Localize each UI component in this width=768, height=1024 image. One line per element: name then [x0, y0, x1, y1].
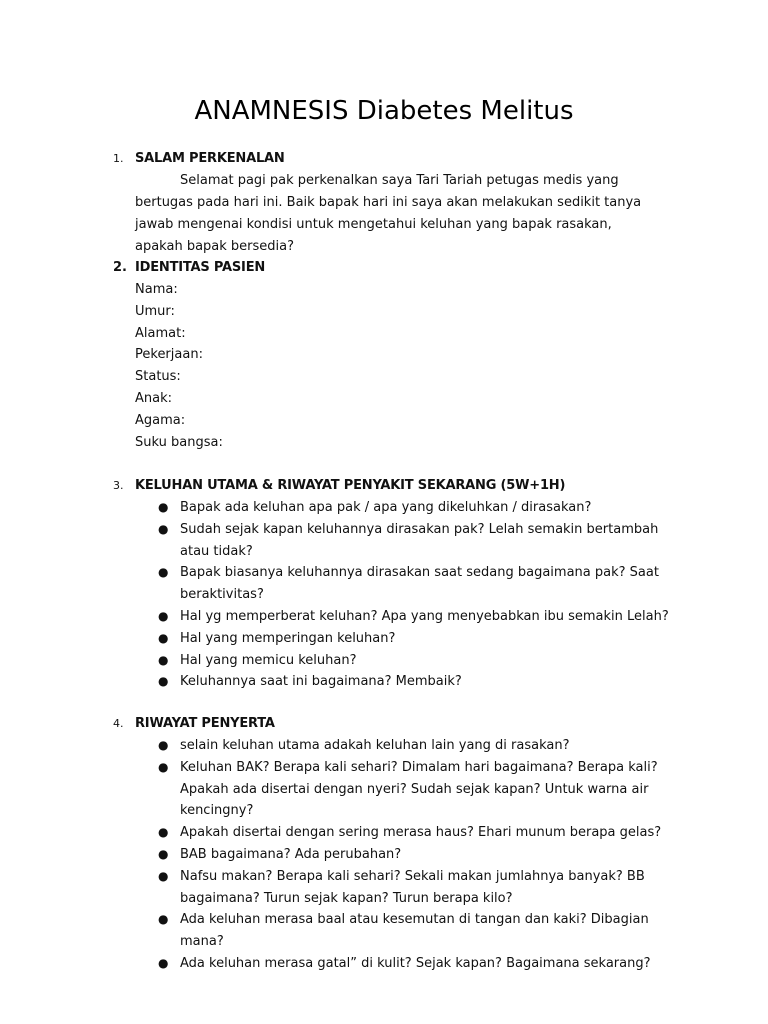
- document-title: ANAMNESIS Diabetes Melitus: [194, 96, 574, 126]
- list-item: [0, 671, 685, 693]
- question-text: selain keluhan utama adakah keluhan lain yang di rasakan?: [180, 738, 570, 753]
- list-item: [0, 757, 685, 822]
- list-item: [0, 628, 685, 650]
- bullet-dot-icon: ●: [158, 738, 169, 752]
- bullet-dot-icon: ●: [158, 652, 169, 667]
- greeting-paragraph: [135, 170, 655, 258]
- identity-field: Nama:: [135, 282, 178, 297]
- question-text: Bapak biasanya keluhannya dirasakan saat sedang bagaimana pak? Saat beraktivitas?: [180, 565, 659, 603]
- bullet-dot-icon: ●: [158, 500, 169, 514]
- question-text: Keluhannya saat ini bagaimana? Membaik?: [180, 674, 462, 690]
- bullet-dot-icon: ●: [158, 521, 169, 536]
- bullet-dot-icon: ●: [158, 759, 169, 774]
- list-item: [0, 519, 685, 563]
- bullet-dot-icon: ●: [158, 912, 169, 927]
- bullet-dot-icon: ●: [158, 825, 169, 840]
- section-heading: RIWAYAT PENYERTA: [135, 716, 275, 731]
- section-heading: KELUHAN UTAMA & RIWAYAT PENYAKIT SEKARANG (5W+1H): [135, 478, 566, 493]
- list-item: [0, 844, 685, 866]
- section-number: 3.: [113, 479, 124, 492]
- question-text: Ada keluhan merasa gatal” di kulit? Sejak kapan? Bagaimana sekarang?: [180, 955, 651, 971]
- bullet-dot-icon: ●: [158, 868, 169, 883]
- identity-field: Suku bangsa:: [135, 434, 223, 450]
- bullet-dot-icon: ●: [158, 565, 169, 580]
- list-item: [0, 909, 685, 953]
- bullet-dot-icon: ●: [158, 846, 169, 861]
- bullet-dot-icon: ●: [158, 955, 169, 970]
- bullet-dot-icon: ●: [158, 630, 169, 645]
- identity-field: Alamat:: [135, 325, 186, 341]
- identity-field: Anak:: [135, 390, 173, 406]
- list-item: [0, 822, 685, 844]
- question-text: Sudah sejak kapan keluhannya dirasakan pak? Lelah semakin bertambah atau tidak?: [180, 521, 659, 559]
- question-text: Hal yang memperingan keluhan?: [180, 630, 396, 646]
- list-item: [0, 735, 685, 757]
- identity-field: Status:: [135, 369, 181, 385]
- question-text: Keluhan BAK? Berapa kali sehari? Dimalam hari bagaimana? Berapa kali? Apakah ada disertai dengan nyeri? Sudah sejak kapan? Untuk warna air kencingny?: [180, 759, 658, 819]
- question-text: Hal yang memicu keluhan?: [180, 652, 357, 668]
- question-text: Ada keluhan merasa baal atau kesemutan di tangan dan kaki? Dibagian mana?: [180, 912, 649, 950]
- identity-field: Pekerjaan:: [135, 347, 203, 363]
- section-heading: SALAM PERKENALAN: [135, 151, 285, 166]
- question-text: BAB bagaimana? Ada perubahan?: [180, 846, 402, 862]
- question-text: Bapak ada keluhan apa pak / apa yang dikeluhkan / dirasakan?: [180, 500, 592, 515]
- question-text: Apakah disertai dengan sering merasa haus? Ehari munum berapa gelas?: [180, 825, 662, 841]
- section-number: 2.: [113, 260, 127, 275]
- list-item: [0, 650, 685, 672]
- identity-field: Umur:: [135, 303, 175, 319]
- bullet-dot-icon: ●: [158, 674, 169, 689]
- list-item: [0, 606, 685, 628]
- identity-field: Agama:: [135, 412, 186, 428]
- question-list: [0, 735, 768, 975]
- question-text: Nafsu makan? Berapa kali sehari? Sekali makan jumlahnya banyak? BB bagaimana? Turun sejak kapan? Turun berapa kilo?: [180, 868, 645, 906]
- question-list: [0, 497, 768, 693]
- section-heading: IDENTITAS PASIEN: [135, 260, 266, 275]
- list-item: [0, 953, 685, 975]
- identity-field-list: [135, 279, 223, 453]
- list-item: [0, 497, 685, 519]
- list-item: [0, 562, 685, 606]
- section-number: 1.: [113, 152, 124, 165]
- section-number: 4.: [113, 717, 124, 730]
- question-text: Hal yg memperberat keluhan? Apa yang menyebabkan ibu semakin Lelah?: [180, 608, 669, 624]
- list-item: [0, 866, 685, 910]
- bullet-dot-icon: ●: [158, 608, 169, 623]
- greeting-text: Selamat pagi pak perkenalkan saya Tari Tariah petugas medis yang bertugas pada hari ini. Baik bapak hari ini saya akan melakukan sedikit tanya jawab mengenai kondisi untuk mengetahui keluhan yang bapak rasakan, apakah bapak bersedia?: [135, 173, 642, 254]
